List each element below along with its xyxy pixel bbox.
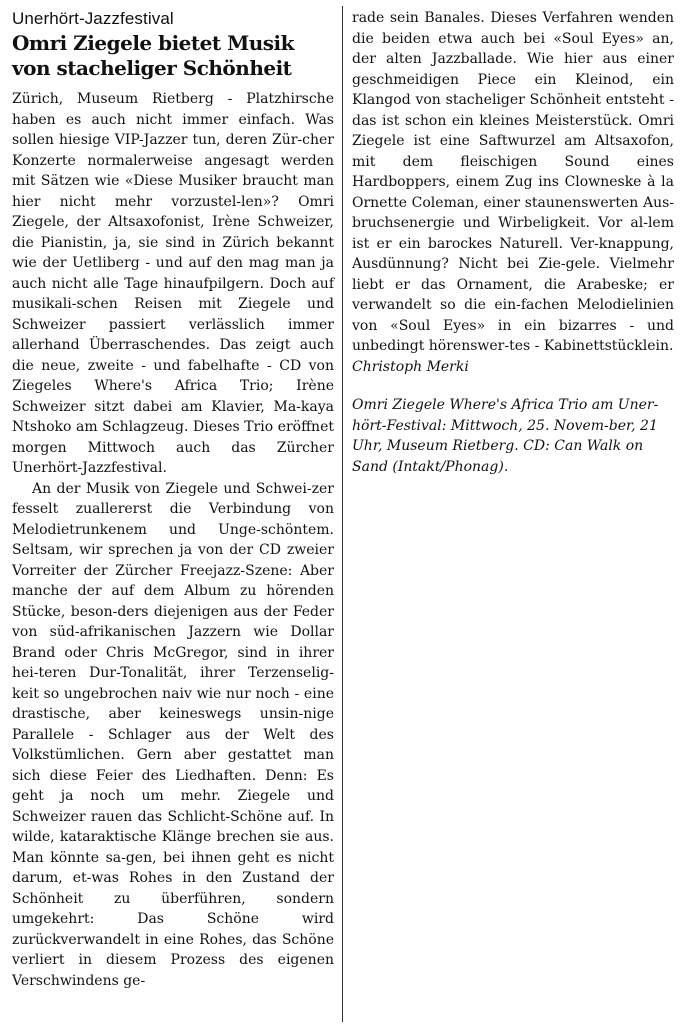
article-paragraph-1: Zürich, Museum Rietberg - Platzhirsche haben es auch nicht immer einfach. Was sollen hiesige VIP-Jazzer tun, deren Zür-cher Konzerte normalerweise angesagt werden mit Sätzen wie «Diese Musiker braucht man hier nicht mehr vorzustel-len»? Omri Ziegele, der Altsaxofonist, Irène Schweizer, die Pianistin, ja, sie sind in Zürich bekannt wie der Uetliberg - und auf den mag man ja auch nicht alle Tage hinaufpilgern. Doch auf musikali-schen Reisen mit Ziegele und Schweizer passiert verlässlich immer allerhand Überraschendes. Das zeigt auch die neue, zweite - und fabelhafte - CD von Ziegeles Where's Africa Trio; Irène Schweizer sitzt dabei am Klavier, Ma-kaya Ntshoko am Schlagzeug. Dieses Trio eröffnet morgen Mittwoch auch das Zürcher Unerhört-Jazzfestival. xyxy=(12,91,334,476)
article-headline: Omri Ziegele bietet Musik von stacheliger Schönheit xyxy=(12,31,294,80)
article-paragraph-2-continued: rade sein Banales. Dieses Verfahren wenden die beiden etwa auch bei «Soul Eyes» an, der alten Jazzballade. Wie hier aus einer geschmeidigen Piece ein Kleinod, ein Klangod von stacheliger Schönheit entsteht - das ist schon ein kleines Meisterstück. Omri Ziegele ist eine Saftwurzel am Altsaxofon, mit dem fleischigen Sound eines Hardboppers, einem Zug ins Clowneske à la Ornette Coleman, einer staunenswerten Aus-bruchsenergie und Wirbeligkeit. Vor al-lem ist er ein barockes Naturell. Ver-knappung, Ausdünnung? Nicht bei Zie-gele. Vielmehr liebt er das Ornament, die Arabeske; er verwandelt so die ein-fachen Melodielinien von «Soul Eyes» in ein bizarres - und unbedingt hörenswer-tes - Kabinettstücklein. xyxy=(352,10,674,354)
right-column xyxy=(352,8,674,477)
left-column xyxy=(12,8,334,991)
column-divider xyxy=(342,6,343,1022)
event-info: Omri Ziegele Where's Africa Trio am Uner-hört-Festival: Mittwoch, 25. Novem-ber, 21 Uhr, Museum Rietberg. CD: Can Walk on Sand (Intakt/Phonag). xyxy=(352,397,659,475)
article-author: Christoph Merki xyxy=(352,358,469,375)
article-kicker: Unerhört-Jazzfestival xyxy=(12,9,174,28)
article-paragraph-2: An der Musik von Ziegele und Schwei-zer fesselt zuallererst die Verbindung von Melodietrunkenem und Unge-schöntem. Seltsam, wir sprechen ja von der CD zweier Vorreiter der Zürcher Freejazz-Szene: Aber manche der auf dem Album zu hörenden Stücke, beson-ders diejenigen aus der Feder von süd-afrikanischen Jazzern wie Dollar Brand oder Chris McGregor, sind in ihrer hei-teren Dur-Tonalität, ihrer Terzenselig-keit so ungebrochen naiv wie nur noch - eine drastische, aber keineswegs unsin-nige Parallele - Schlager aus der Welt des Volkstümlichen. Gern aber gestattet man sich diese Feier des Liedhaften. Denn: Es geht ja noch um mehr. Ziegele und Schweizer rauen das Schlicht-Schöne auf. In wilde, kataraktische Klänge brechen sie aus. Man könnte sa-gen, bei ihnen geht es nicht darum, et-was Rohes in den Zustand der Schönheit zu überführen, sondern umgekehrt: Das Schöne wird zurückverwandelt in eine Rohes, das Schöne verliert in diesem Prozess des eigenen Verschwindens ge- xyxy=(12,480,334,989)
